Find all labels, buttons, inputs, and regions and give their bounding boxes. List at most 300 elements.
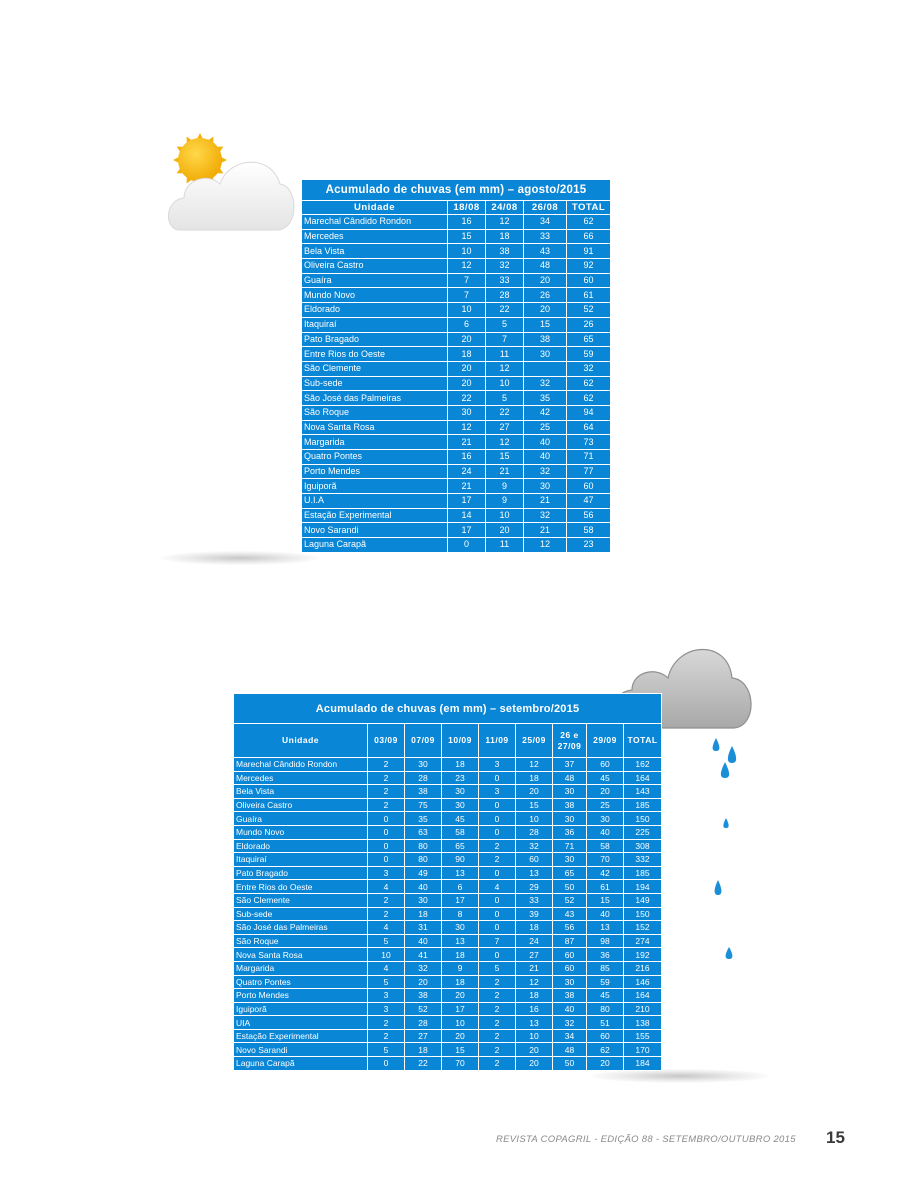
rainfall-value-cell: 48 xyxy=(553,771,587,785)
table-row xyxy=(234,1043,662,1057)
table-row xyxy=(302,332,611,347)
rainfall-value-cell: 30 xyxy=(553,785,587,799)
column-header: 26/08 xyxy=(524,201,567,215)
rainfall-value-cell: 0 xyxy=(479,907,516,921)
rainfall-value-cell: 28 xyxy=(405,771,442,785)
rainfall-value-cell: 50 xyxy=(553,1057,587,1071)
unit-name-cell: Margarida xyxy=(302,435,448,450)
rainfall-value-cell: 94 xyxy=(567,405,611,420)
rainfall-value-cell: 63 xyxy=(405,825,442,839)
table-row xyxy=(234,948,662,962)
rainfall-value-cell: 65 xyxy=(442,839,479,853)
rainfall-value-cell: 138 xyxy=(624,1016,662,1030)
table-row xyxy=(234,758,662,772)
table-row xyxy=(302,288,611,303)
rainfall-value-cell: 32 xyxy=(486,259,524,274)
rainfall-value-cell: 34 xyxy=(553,1029,587,1043)
rainfall-value-cell: 3 xyxy=(368,989,405,1003)
august-rainfall-table xyxy=(301,179,611,553)
rainfall-value-cell: 58 xyxy=(442,825,479,839)
unit-name-cell: Itaquiraí xyxy=(302,317,448,332)
rainfall-value-cell: 12 xyxy=(486,435,524,450)
unit-name-cell: Estação Experimental xyxy=(302,508,448,523)
rainfall-value-cell: 26 xyxy=(524,288,567,303)
rainfall-value-cell: 32 xyxy=(524,508,567,523)
rainfall-value-cell: 0 xyxy=(479,771,516,785)
rainfall-value-cell: 17 xyxy=(442,893,479,907)
unit-name-cell: Nova Santa Rosa xyxy=(234,948,368,962)
rainfall-value-cell: 21 xyxy=(448,435,486,450)
unit-name-cell: Porto Mendes xyxy=(234,989,368,1003)
rainfall-value-cell: 12 xyxy=(448,420,486,435)
unit-name-cell: Margarida xyxy=(234,961,368,975)
rainfall-value-cell: 2 xyxy=(479,1057,516,1071)
table-row xyxy=(302,361,611,376)
column-header: 25/09 xyxy=(516,724,553,758)
table-row xyxy=(234,866,662,880)
rainfall-value-cell: 0 xyxy=(448,538,486,553)
rainfall-value-cell: 21 xyxy=(486,464,524,479)
rainfall-value-cell: 18 xyxy=(486,229,524,244)
table-row xyxy=(302,435,611,450)
rainfall-value-cell: 29 xyxy=(516,880,553,894)
table-row xyxy=(234,934,662,948)
rainfall-value-cell: 11 xyxy=(486,347,524,362)
rainfall-value-cell: 40 xyxy=(587,907,624,921)
rainfall-value-cell: 149 xyxy=(624,893,662,907)
rainfall-value-cell: 39 xyxy=(516,907,553,921)
rainfall-value-cell: 15 xyxy=(587,893,624,907)
rainfall-value-cell: 185 xyxy=(624,798,662,812)
rainfall-value-cell: 35 xyxy=(524,391,567,406)
rainfall-value-cell: 42 xyxy=(587,866,624,880)
rainfall-value-cell: 30 xyxy=(524,479,567,494)
rainfall-value-cell: 73 xyxy=(567,435,611,450)
rainfall-value-cell: 49 xyxy=(405,866,442,880)
rainfall-value-cell: 16 xyxy=(448,215,486,230)
rainfall-value-cell: 80 xyxy=(587,1002,624,1016)
table-row xyxy=(302,376,611,391)
rainfall-value-cell: 10 xyxy=(516,1029,553,1043)
unit-name-cell: Entre Rios do Oeste xyxy=(234,880,368,894)
rainfall-value-cell: 60 xyxy=(567,273,611,288)
rainfall-value-cell: 8 xyxy=(442,907,479,921)
rainfall-value-cell: 5 xyxy=(486,391,524,406)
unit-name-cell: São José das Palmeiras xyxy=(302,391,448,406)
rainfall-value-cell: 21 xyxy=(524,523,567,538)
rainfall-value-cell: 164 xyxy=(624,771,662,785)
unit-name-cell: Quatro Pontes xyxy=(234,975,368,989)
rainfall-value-cell: 90 xyxy=(442,853,479,867)
rainfall-value-cell: 20 xyxy=(587,785,624,799)
rainfall-value-cell: 3 xyxy=(479,785,516,799)
rainfall-value-cell: 32 xyxy=(553,1016,587,1030)
rainfall-value-cell: 10 xyxy=(448,244,486,259)
table-row xyxy=(234,1002,662,1016)
rainfall-value-cell: 18 xyxy=(442,948,479,962)
rainfall-value-cell: 10 xyxy=(448,303,486,318)
rainfall-value-cell: 58 xyxy=(587,839,624,853)
rainfall-value-cell: 0 xyxy=(368,812,405,826)
unit-name-cell: Marechal Cândido Rondon xyxy=(234,758,368,772)
table-row xyxy=(234,798,662,812)
rainfall-value-cell: 20 xyxy=(448,361,486,376)
rainfall-value-cell: 70 xyxy=(587,853,624,867)
column-header: 07/09 xyxy=(405,724,442,758)
rainfall-value-cell: 50 xyxy=(553,880,587,894)
rainfall-value-cell: 71 xyxy=(567,450,611,465)
rainfall-value-cell: 0 xyxy=(479,798,516,812)
rainfall-value-cell: 16 xyxy=(516,1002,553,1016)
rainfall-value-cell: 38 xyxy=(524,332,567,347)
rainfall-value-cell: 22 xyxy=(448,391,486,406)
rainfall-value-cell: 192 xyxy=(624,948,662,962)
rainfall-value-cell: 7 xyxy=(448,273,486,288)
rainfall-value-cell: 61 xyxy=(567,288,611,303)
rainfall-value-cell: 62 xyxy=(567,391,611,406)
rainfall-value-cell: 9 xyxy=(486,494,524,509)
rainfall-value-cell: 15 xyxy=(486,450,524,465)
rainfall-value-cell: 30 xyxy=(553,812,587,826)
unit-name-cell: São Clemente xyxy=(234,893,368,907)
rainfall-value-cell: 10 xyxy=(368,948,405,962)
page-number: 15 xyxy=(826,1128,845,1147)
unit-name-cell: Mercedes xyxy=(234,771,368,785)
table-row xyxy=(234,812,662,826)
rainfall-value-cell: 11 xyxy=(486,538,524,553)
table-row xyxy=(302,347,611,362)
unit-name-cell: Eldorado xyxy=(234,839,368,853)
rainfall-value-cell: 48 xyxy=(524,259,567,274)
rainfall-value-cell: 0 xyxy=(479,893,516,907)
rainfall-value-cell: 20 xyxy=(442,1029,479,1043)
rainfall-value-cell: 13 xyxy=(516,866,553,880)
rainfall-value-cell: 48 xyxy=(553,1043,587,1057)
unit-name-cell: Laguna Carapã xyxy=(302,538,448,553)
rainfall-value-cell: 87 xyxy=(553,934,587,948)
rainfall-value-cell: 2 xyxy=(479,839,516,853)
rainfall-value-cell: 2 xyxy=(479,1029,516,1043)
rainfall-value-cell: 12 xyxy=(486,361,524,376)
rainfall-value-cell: 21 xyxy=(448,479,486,494)
rainfall-value-cell: 170 xyxy=(624,1043,662,1057)
rainfall-value-cell: 10 xyxy=(442,1016,479,1030)
rainfall-value-cell: 80 xyxy=(405,839,442,853)
rainfall-value-cell: 2 xyxy=(368,893,405,907)
table-row xyxy=(234,961,662,975)
unit-name-cell: Itaquiraí xyxy=(234,853,368,867)
unit-name-cell: Quatro Pontes xyxy=(302,450,448,465)
rainfall-value-cell: 2 xyxy=(479,989,516,1003)
rainfall-value-cell: 28 xyxy=(516,825,553,839)
column-header: TOTAL xyxy=(624,724,662,758)
rainfall-value-cell: 60 xyxy=(567,479,611,494)
rainfall-value-cell: 2 xyxy=(479,1016,516,1030)
table-row xyxy=(302,405,611,420)
rainfall-value-cell: 61 xyxy=(587,880,624,894)
rainfall-value-cell: 146 xyxy=(624,975,662,989)
rainfall-value-cell: 30 xyxy=(405,893,442,907)
rainfall-value-cell: 2 xyxy=(368,785,405,799)
rainfall-value-cell: 185 xyxy=(624,866,662,880)
rainfall-value-cell: 43 xyxy=(553,907,587,921)
rainfall-value-cell: 3 xyxy=(368,866,405,880)
rainfall-value-cell: 6 xyxy=(442,880,479,894)
rainfall-value-cell: 18 xyxy=(448,347,486,362)
rainfall-value-cell: 7 xyxy=(479,934,516,948)
rainfall-value-cell: 2 xyxy=(368,771,405,785)
rainfall-value-cell: 184 xyxy=(624,1057,662,1071)
table-row xyxy=(302,494,611,509)
rainfall-value-cell: 4 xyxy=(368,921,405,935)
rainfall-value-cell: 216 xyxy=(624,961,662,975)
rainfall-value-cell: 60 xyxy=(587,758,624,772)
table-row xyxy=(234,880,662,894)
rainfall-value-cell: 62 xyxy=(567,376,611,391)
column-header: 26 e 27/09 xyxy=(553,724,587,758)
rainfall-value-cell: 75 xyxy=(405,798,442,812)
unit-name-cell: Guaíra xyxy=(234,812,368,826)
rainfall-value-cell: 5 xyxy=(486,317,524,332)
rainfall-value-cell: 20 xyxy=(587,1057,624,1071)
column-header: 10/09 xyxy=(442,724,479,758)
rainfall-value-cell: 43 xyxy=(524,244,567,259)
rainfall-value-cell: 56 xyxy=(567,508,611,523)
rainfall-value-cell: 45 xyxy=(442,812,479,826)
rainfall-value-cell: 41 xyxy=(405,948,442,962)
august-table-title: Acumulado de chuvas (em mm) – agosto/2015 xyxy=(302,180,611,201)
rainfall-value-cell: 56 xyxy=(553,921,587,935)
rainfall-value-cell: 12 xyxy=(486,215,524,230)
rainfall-value-cell: 10 xyxy=(486,508,524,523)
rainfall-value-cell: 9 xyxy=(442,961,479,975)
rainfall-value-cell: 40 xyxy=(405,880,442,894)
rainfall-value-cell: 30 xyxy=(448,405,486,420)
rainfall-value-cell: 34 xyxy=(524,215,567,230)
rainfall-value-cell: 21 xyxy=(516,961,553,975)
rainfall-value-cell: 150 xyxy=(624,812,662,826)
rainfall-value-cell: 0 xyxy=(479,825,516,839)
rainfall-value-cell: 20 xyxy=(516,785,553,799)
rainfall-value-cell: 7 xyxy=(448,288,486,303)
rainfall-value-cell: 18 xyxy=(516,921,553,935)
rainfall-value-cell: 17 xyxy=(448,494,486,509)
rainfall-value-cell: 0 xyxy=(368,853,405,867)
rainfall-value-cell: 25 xyxy=(524,420,567,435)
rainfall-value-cell: 32 xyxy=(524,376,567,391)
rainfall-value-cell: 13 xyxy=(516,1016,553,1030)
rainfall-value-cell: 45 xyxy=(587,771,624,785)
unit-name-cell: Laguna Carapã xyxy=(234,1057,368,1071)
table-row xyxy=(234,825,662,839)
rainfall-value-cell: 30 xyxy=(405,758,442,772)
unit-name-cell: São Clemente xyxy=(302,361,448,376)
rainfall-value-cell: 26 xyxy=(567,317,611,332)
rainfall-value-cell: 20 xyxy=(524,303,567,318)
rainfall-value-cell: 33 xyxy=(524,229,567,244)
rainfall-value-cell: 12 xyxy=(448,259,486,274)
table-row xyxy=(234,785,662,799)
rainfall-value-cell: 15 xyxy=(448,229,486,244)
table-row xyxy=(234,989,662,1003)
rainfall-value-cell: 17 xyxy=(448,523,486,538)
unit-name-cell: São Roque xyxy=(234,934,368,948)
rainfall-value-cell: 20 xyxy=(405,975,442,989)
unit-name-cell: U.I.A xyxy=(302,494,448,509)
rainfall-value-cell: 25 xyxy=(587,798,624,812)
unit-name-cell: Pato Bragado xyxy=(234,866,368,880)
column-header: 18/08 xyxy=(448,201,486,215)
table-row xyxy=(302,317,611,332)
table-row xyxy=(234,1016,662,1030)
sun-behind-cloud-icon xyxy=(166,128,296,238)
rainfall-value-cell: 30 xyxy=(553,975,587,989)
rainfall-value-cell: 13 xyxy=(442,866,479,880)
rainfall-value-cell: 62 xyxy=(567,215,611,230)
rainfall-value-cell: 64 xyxy=(567,420,611,435)
rainfall-value-cell: 20 xyxy=(442,989,479,1003)
rainfall-value-cell: 35 xyxy=(405,812,442,826)
unit-name-cell: UIA xyxy=(234,1016,368,1030)
table-row xyxy=(302,508,611,523)
table-row xyxy=(302,215,611,230)
rainfall-value-cell: 27 xyxy=(486,420,524,435)
rainfall-value-cell: 38 xyxy=(405,785,442,799)
september-rainfall-table xyxy=(233,693,662,1071)
table-row xyxy=(302,244,611,259)
unit-name-cell: Iguiporã xyxy=(234,1002,368,1016)
rainfall-value-cell: 13 xyxy=(442,934,479,948)
rainfall-value-cell: 32 xyxy=(524,464,567,479)
table-shadow xyxy=(590,1069,770,1083)
table-row xyxy=(234,1057,662,1071)
rainfall-value-cell: 58 xyxy=(567,523,611,538)
rainfall-value-cell: 22 xyxy=(405,1057,442,1071)
rainfall-value-cell: 332 xyxy=(624,853,662,867)
table-row xyxy=(302,420,611,435)
column-header: TOTAL xyxy=(567,201,611,215)
table-row xyxy=(302,391,611,406)
rainfall-value-cell: 4 xyxy=(368,961,405,975)
rainfall-value-cell: 0 xyxy=(368,839,405,853)
column-header: 24/08 xyxy=(486,201,524,215)
rainfall-value-cell: 65 xyxy=(553,866,587,880)
rainfall-value-cell: 45 xyxy=(587,989,624,1003)
unit-name-cell: Mundo Novo xyxy=(302,288,448,303)
rainfall-value-cell: 18 xyxy=(405,907,442,921)
table-row xyxy=(302,273,611,288)
rainfall-value-cell: 4 xyxy=(368,880,405,894)
table-row xyxy=(302,450,611,465)
september-table-title: Acumulado de chuvas (em mm) – setembro/2015 xyxy=(234,694,662,724)
rainfall-value-cell: 60 xyxy=(553,948,587,962)
table-row xyxy=(302,259,611,274)
rainfall-value-cell: 164 xyxy=(624,989,662,1003)
rainfall-value-cell: 40 xyxy=(524,450,567,465)
table-row xyxy=(234,839,662,853)
rainfall-value-cell: 9 xyxy=(486,479,524,494)
rainfall-value-cell: 2 xyxy=(368,758,405,772)
rainfall-value-cell: 24 xyxy=(516,934,553,948)
rainfall-value-cell: 13 xyxy=(587,921,624,935)
rainfall-value-cell: 37 xyxy=(553,758,587,772)
table-row xyxy=(302,464,611,479)
rainfall-value-cell: 21 xyxy=(524,494,567,509)
rainfall-value-cell: 10 xyxy=(516,812,553,826)
unit-name-cell: Bela Vista xyxy=(302,244,448,259)
unit-name-cell: Pato Bragado xyxy=(302,332,448,347)
rainfall-value-cell: 36 xyxy=(587,948,624,962)
unit-name-cell: São Roque xyxy=(302,405,448,420)
rainfall-value-cell: 32 xyxy=(516,839,553,853)
table-row xyxy=(302,479,611,494)
unit-name-cell: Entre Rios do Oeste xyxy=(302,347,448,362)
unit-name-cell: Oliveira Castro xyxy=(302,259,448,274)
rainfall-value-cell: 52 xyxy=(553,893,587,907)
table-row xyxy=(302,303,611,318)
rainfall-value-cell: 71 xyxy=(553,839,587,853)
rainfall-value-cell: 51 xyxy=(587,1016,624,1030)
rainfall-value-cell: 20 xyxy=(486,523,524,538)
rainfall-value-cell: 40 xyxy=(405,934,442,948)
rainfall-value-cell: 2 xyxy=(479,853,516,867)
rainfall-value-cell: 40 xyxy=(553,1002,587,1016)
column-header: 11/09 xyxy=(479,724,516,758)
rainfall-value-cell: 18 xyxy=(405,1043,442,1057)
rainfall-value-cell: 17 xyxy=(442,1002,479,1016)
table-row xyxy=(234,907,662,921)
rainfall-value-cell: 14 xyxy=(448,508,486,523)
rainfall-value-cell: 28 xyxy=(405,1016,442,1030)
rainfall-value-cell: 20 xyxy=(516,1057,553,1071)
rainfall-value-cell: 40 xyxy=(587,825,624,839)
rainfall-value-cell: 33 xyxy=(516,893,553,907)
rainfall-value-cell: 42 xyxy=(524,405,567,420)
rainfall-value-cell: 0 xyxy=(479,812,516,826)
cloud-shadow xyxy=(160,551,320,565)
magazine-footer: REVISTA COPAGRIL - EDIÇÃO 88 - SETEMBRO/OUTUBRO 2015 xyxy=(496,1134,796,1145)
rainfall-value-cell: 12 xyxy=(516,758,553,772)
rainfall-value-cell: 40 xyxy=(524,435,567,450)
rainfall-value-cell: 30 xyxy=(442,921,479,935)
rainfall-value-cell: 143 xyxy=(624,785,662,799)
rainfall-value-cell: 20 xyxy=(448,376,486,391)
rainfall-value-cell: 38 xyxy=(553,989,587,1003)
unit-name-cell: Sub-sede xyxy=(302,376,448,391)
unit-name-cell: Mundo Novo xyxy=(234,825,368,839)
rainfall-value-cell: 30 xyxy=(553,853,587,867)
unit-name-cell: Oliveira Castro xyxy=(234,798,368,812)
rainfall-value-cell: 2 xyxy=(479,975,516,989)
rainfall-value-cell: 15 xyxy=(442,1043,479,1057)
rainfall-value-cell: 80 xyxy=(405,853,442,867)
rainfall-value-cell: 52 xyxy=(567,303,611,318)
rainfall-value-cell: 30 xyxy=(587,812,624,826)
unit-name-cell: Estação Experimental xyxy=(234,1029,368,1043)
table-row xyxy=(302,229,611,244)
rainfall-value-cell: 150 xyxy=(624,907,662,921)
rainfall-value-cell: 62 xyxy=(587,1043,624,1057)
rainfall-value-cell: 23 xyxy=(442,771,479,785)
table-row xyxy=(302,538,611,553)
rainfall-value-cell: 59 xyxy=(567,347,611,362)
rainfall-value-cell: 30 xyxy=(442,785,479,799)
rainfall-value-cell: 0 xyxy=(368,825,405,839)
rainfall-value-cell: 24 xyxy=(448,464,486,479)
rainfall-value-cell: 2 xyxy=(368,1029,405,1043)
rainfall-value-cell: 32 xyxy=(567,361,611,376)
rainfall-value-cell: 65 xyxy=(567,332,611,347)
